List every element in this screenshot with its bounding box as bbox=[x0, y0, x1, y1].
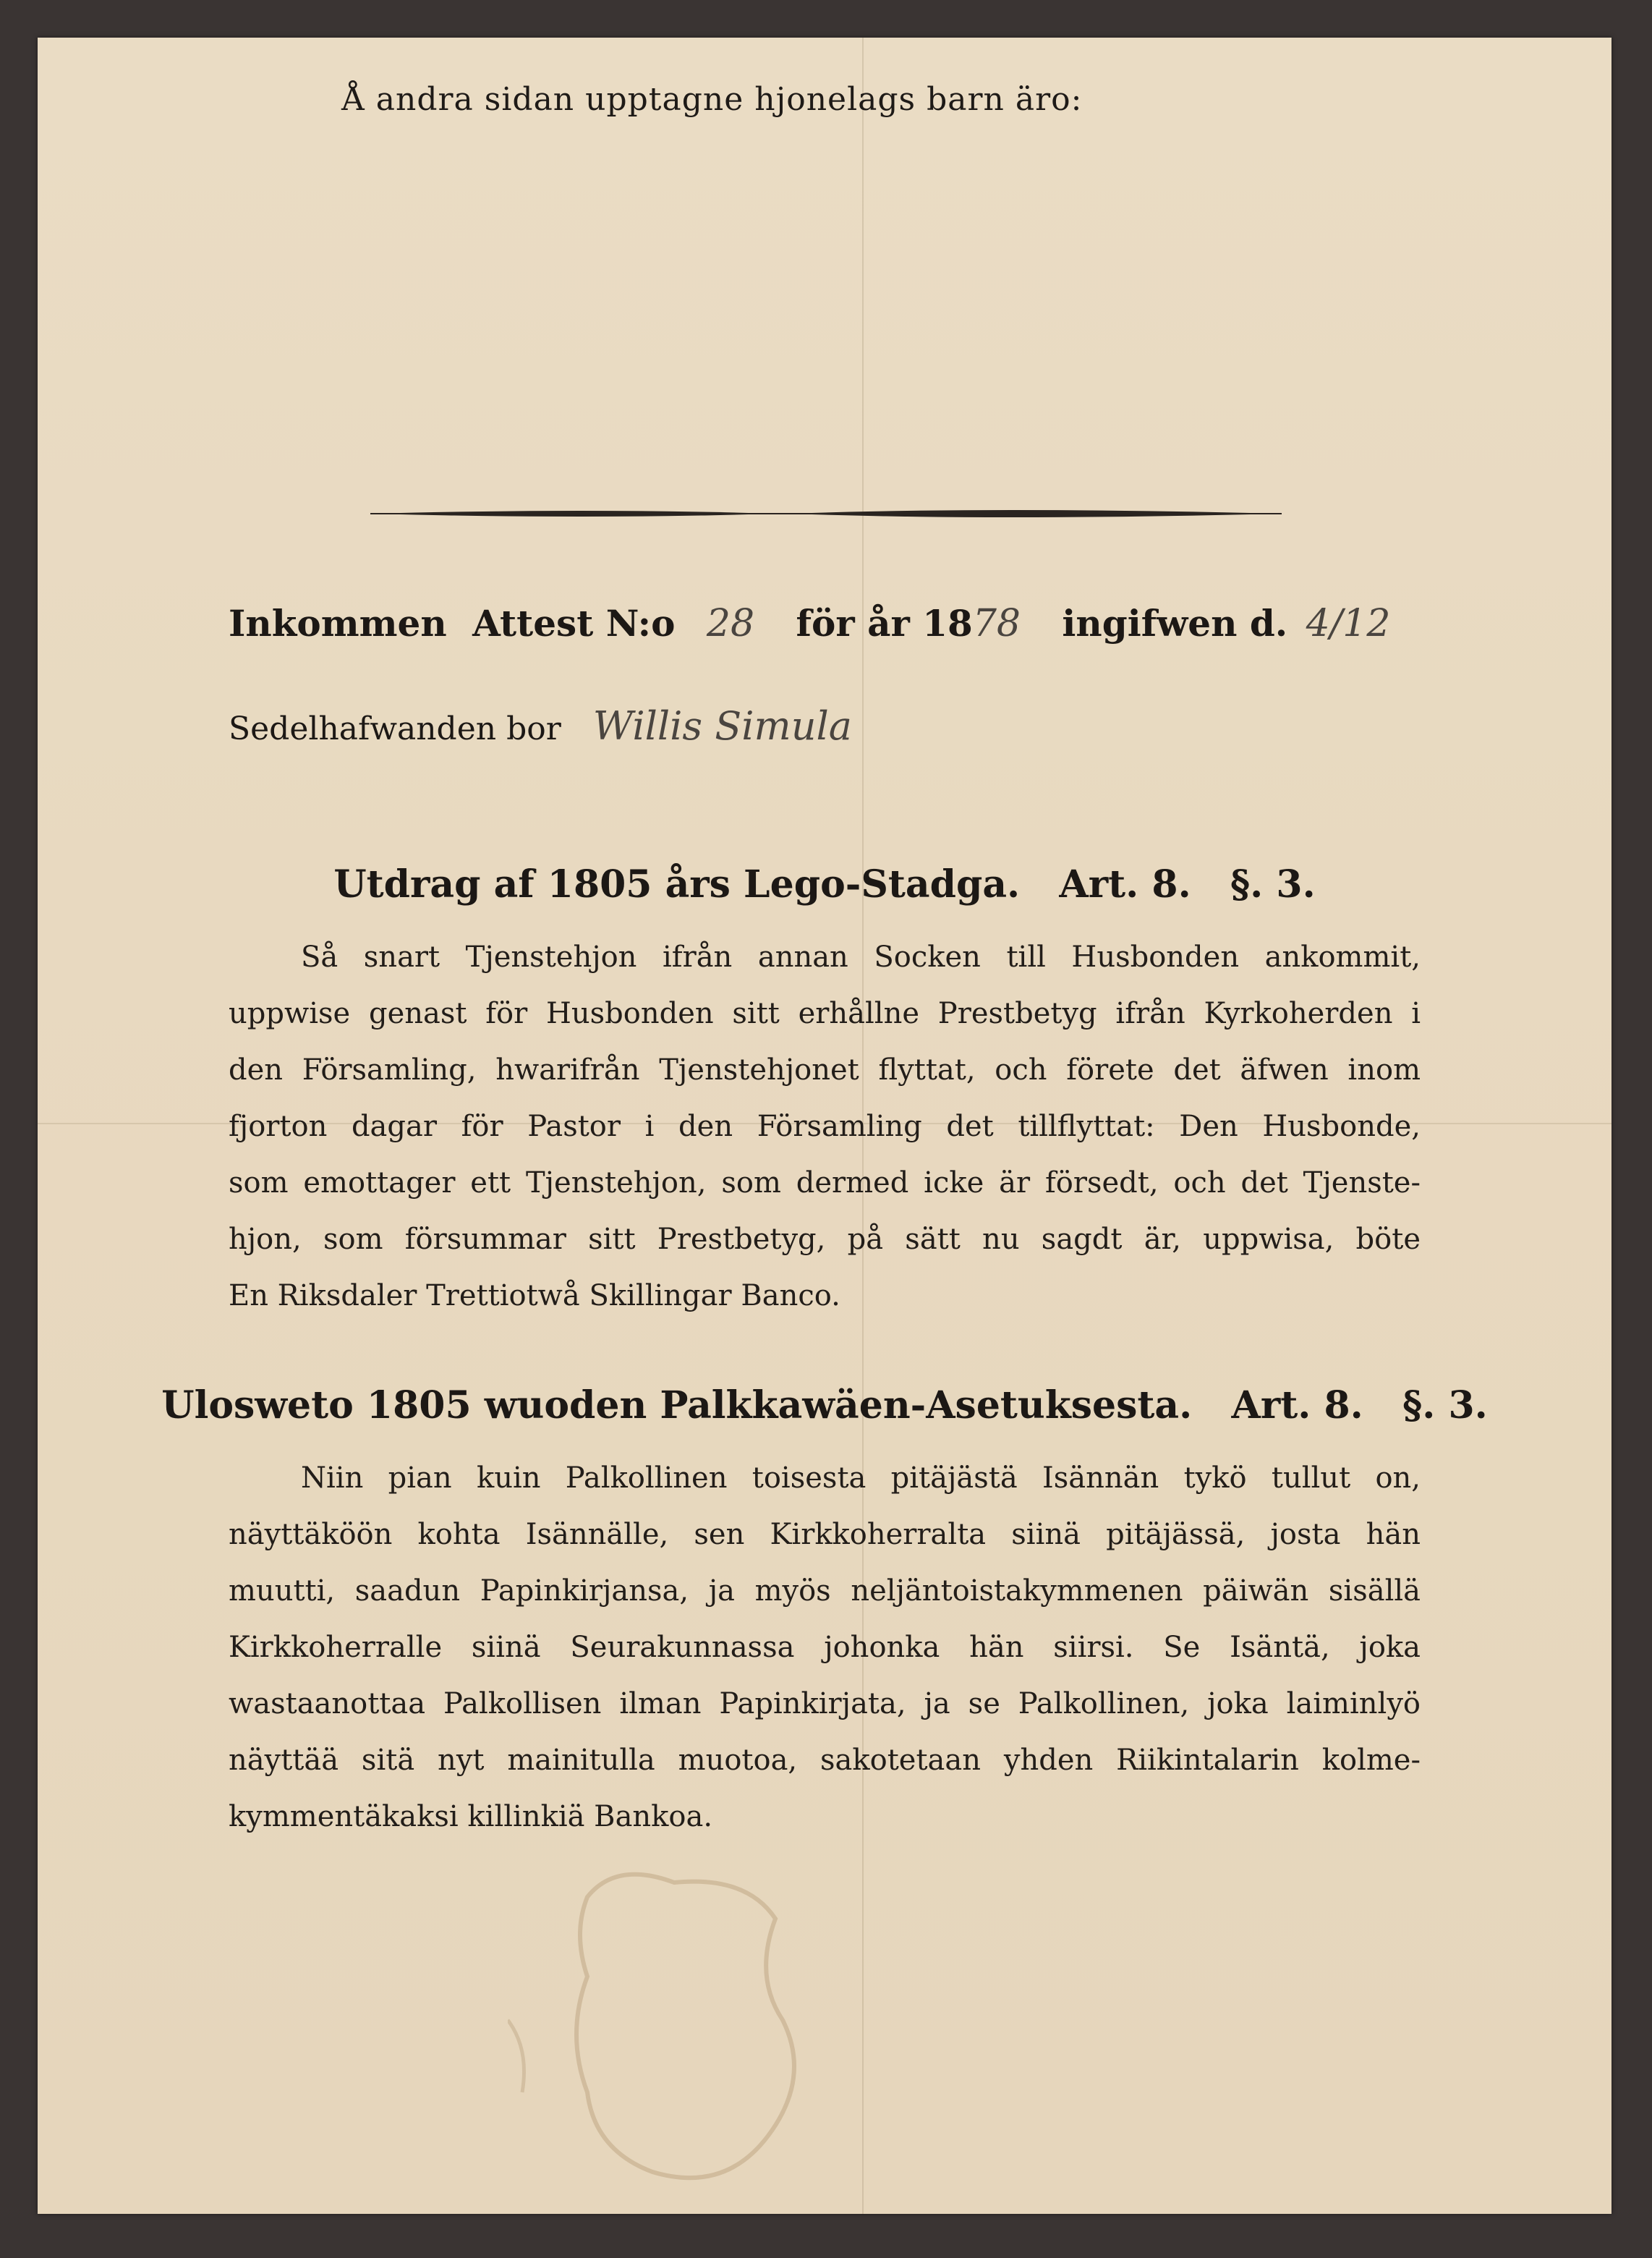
finnish-line: wastaanottaa Palkollisen ilman Papinkirjata, ja se Palkollinen, joka laiminlyö bbox=[229, 1687, 1421, 1720]
attest-line bbox=[229, 602, 1390, 645]
label-for-ar: för år 18 bbox=[796, 602, 973, 645]
document-page bbox=[38, 38, 1611, 2214]
finnish-line: muutti, saadun Papinkirjansa, ja myös neljäntoistakymmenen päiwän sisällä bbox=[229, 1574, 1421, 1608]
handwritten-date: 4/12 bbox=[1306, 602, 1391, 645]
top-line: Å andra sidan upptagne hjonelags barn äro: bbox=[341, 81, 1083, 118]
finnish-line: Kirkkoherralle siinä Seurakunnassa johonka hän siirsi. Se Isäntä, joka bbox=[229, 1631, 1421, 1664]
finnish-line: kymmentäkaksi killinkiä Bankoa. bbox=[229, 1800, 713, 1833]
sedel-line bbox=[229, 703, 852, 749]
label-ingifwen: ingifwen d. bbox=[1062, 602, 1288, 645]
swedish-paragraph bbox=[229, 929, 1421, 1324]
swedish-line: fjorton dagar för Pastor i den Församling det tillflyttat: Den Husbonde, bbox=[229, 1110, 1421, 1143]
swedish-line: som emottager ett Tjenstehjon, som dermed icke är försedt, och det Tjenste- bbox=[229, 1166, 1421, 1200]
swedish-line: den Församling, hwarifrån Tjenstehjonet flyttat, och förete det äfwen inom bbox=[229, 1053, 1421, 1087]
label-inkommen: Inkommen bbox=[229, 602, 447, 645]
swedish-line: uppwise genast för Husbonden sitt erhållne Prestbetyg ifrån Kyrkoherden i bbox=[229, 997, 1421, 1030]
water-stain bbox=[508, 1832, 884, 2223]
ornamental-divider bbox=[370, 501, 1282, 530]
handwritten-place: Willis Simula bbox=[592, 703, 852, 749]
finnish-paragraph bbox=[229, 1450, 1421, 1845]
label-attest-no: Attest N:o bbox=[472, 602, 676, 645]
swedish-line: hjon, som försummar sitt Prestbetyg, på sätt nu sagdt är, uppwisa, böte bbox=[229, 1223, 1421, 1256]
finnish-heading: Ulosweto 1805 wuoden Palkkawäen-Asetuksesta. Art. 8. §. 3. bbox=[161, 1383, 1488, 1427]
swedish-heading: Utdrag af 1805 års Lego-Stadga. Art. 8. §. 3. bbox=[333, 862, 1316, 907]
handwritten-attest-number: 28 bbox=[706, 602, 755, 645]
handwritten-year: 78 bbox=[972, 602, 1021, 645]
label-sedelhafwanden: Sedelhafwanden bor bbox=[229, 710, 561, 747]
finnish-line: näyttäköön kohta Isännälle, sen Kirkkoherralta siinä pitäjässä, josta hän bbox=[229, 1518, 1421, 1551]
swedish-line: Så snart Tjenstehjon ifrån annan Socken till Husbonden ankommit, bbox=[301, 941, 1421, 974]
swedish-line: En Riksdaler Trettiotwå Skillingar Banco. bbox=[229, 1279, 840, 1312]
finnish-line: Niin pian kuin Palkollinen toisesta pitäjästä Isännän tykö tullut on, bbox=[301, 1461, 1421, 1495]
finnish-line: näyttää sitä nyt mainitulla muotoa, sakotetaan yhden Riikintalarin kolme- bbox=[229, 1744, 1421, 1777]
